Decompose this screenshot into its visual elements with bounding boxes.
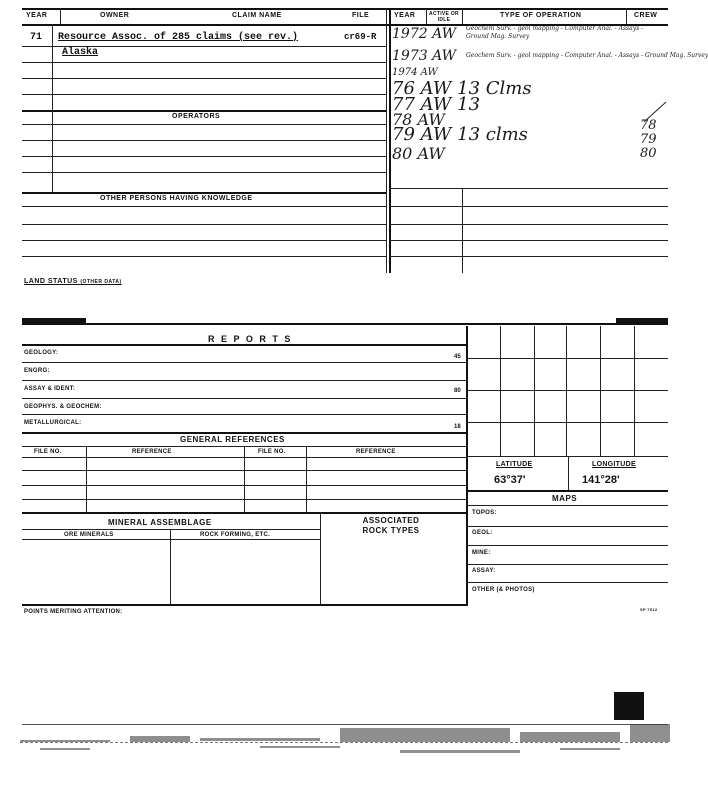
activity-entry-2: 1973 AW [392,48,457,64]
other-persons-label: OTHER PERSONS HAVING KNOWLEDGE [100,195,253,202]
maps-assay: ASSAY: [472,568,496,574]
land-status-title: LAND STATUS [24,278,78,285]
longitude-value: 141°28' [582,474,620,486]
maps-title: MAPS [552,494,578,503]
activity-type-1: Geochem Surv. - geol mapping - Computer Anal. - Assays - Ground Mag. Survey [466,25,644,40]
report-assay-number: 80 [454,388,461,394]
longitude-label: LONGITUDE [592,461,636,468]
rock-forming-header: ROCK FORMING, ETC. [200,532,271,538]
mineral-assemblage-title: MINERAL ASSEMBLAGE [108,518,212,527]
maps-mine: MINE: [472,550,491,556]
gen-ref-header-reference-2: REFERENCE [356,449,396,455]
associated-rock-types [354,516,428,536]
crew-79: 79 [640,132,657,147]
latitude-value: 63°37' [494,474,526,486]
scan-noise [20,718,670,768]
owner-claim-name: Resource Assoc. of 285 claims (see rev.) [58,32,299,43]
col-header-owner: OWNER [100,12,130,19]
maps-geol: GEOL: [472,530,493,536]
col-header-year-2: YEAR [394,12,416,19]
report-geophys-label: GEOPHYS. & GEOCHEM: [24,404,102,410]
operators-label: OPERATORS [172,113,221,120]
crew-78: 78 [640,118,657,133]
crew-80: 80 [640,146,657,161]
activity-type-2: Geochem Surv. - geol mapping - Computer Anal. - Assays - Ground Mag. Survey [466,52,708,59]
reports-title: R E P O R T S [208,334,293,344]
claim-file: cr69-R [344,32,377,42]
general-references-title: GENERAL REFERENCES [180,435,285,444]
form-number: SP 7512 [640,607,658,612]
ore-minerals-header: ORE MINERALS [64,532,114,538]
report-assay-label: ASSAY & IDENT: [24,386,76,392]
col-header-type-of-operation: TYPE OF OPERATION [500,12,582,19]
activity-entry-8: 80 AW [392,144,445,163]
gen-ref-header-reference-1: REFERENCE [132,449,172,455]
activity-entry-4: 76 AW 13 Clms [392,78,532,99]
activity-entry-7: 79 AW 13 clms [392,124,528,145]
col-header-file: FILE [352,12,370,19]
maps-topos: TOPOS: [472,510,497,516]
gen-ref-header-file-no-2: FILE NO. [258,449,286,455]
land-status-label [24,278,122,285]
col-header-active-idle: ACTIVE OR IDLE [429,11,459,23]
scan-dark-block [614,692,644,720]
activity-entry-6: 78 AW [392,110,445,129]
activity-entry-1: 1972 AW [392,26,457,42]
maps-other-photos: OTHER (& PHOTOS) [472,587,535,593]
col-header-claim-name: CLAIM NAME [232,12,282,19]
report-engrg-label: ENGRG: [24,368,50,374]
report-metallurgical-label: METALLURGICAL: [24,420,82,426]
report-geology-number: 45 [454,354,461,360]
claim-year: 71 [30,32,43,43]
associated-rock-types-label: ASSOCIATED ROCK TYPES [362,516,420,535]
activity-entry-5: 77 AW 13 [392,94,481,115]
activity-entry-3: 1974 AW [392,67,438,78]
points-meriting-attention-label: POINTS MERITING ATTENTION: [24,609,123,615]
latitude-label: LATITUDE [496,461,533,468]
col-header-crew: CREW [634,12,658,19]
crew-slash-mark [640,100,670,124]
land-status-sublabel: (OTHER DATA) [80,279,122,285]
report-geology-label: GEOLOGY: [24,350,59,356]
owner-line-2: Alaska [62,47,99,58]
gen-ref-header-file-no-1: FILE NO. [34,449,62,455]
report-metallurgical-number: 18 [454,424,461,430]
col-header-year: YEAR [26,12,48,19]
